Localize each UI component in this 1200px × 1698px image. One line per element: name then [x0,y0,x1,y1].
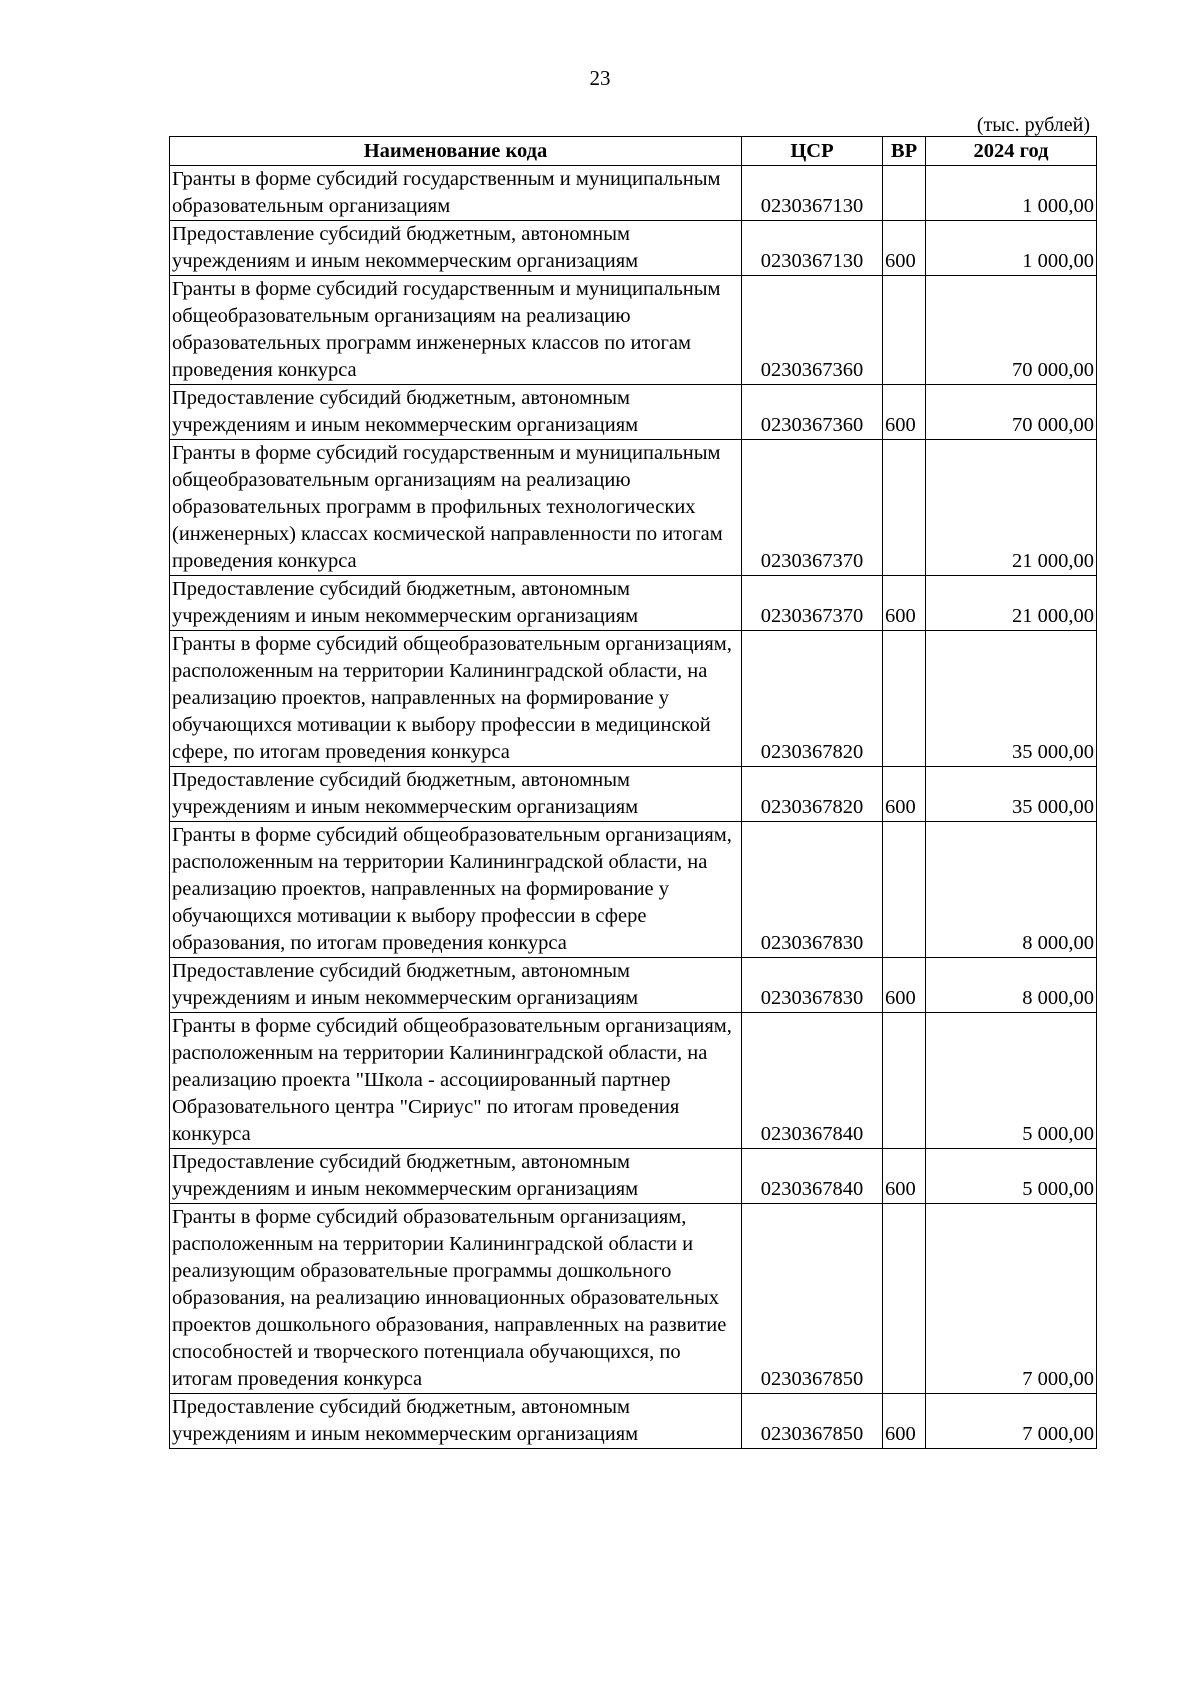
row-csr: 0230367360 [742,385,883,440]
row-amount: 35 000,00 [926,631,1097,767]
table-row [170,276,1097,385]
row-csr: 0230367830 [742,958,883,1013]
row-vr: 600 [883,1149,926,1204]
row-csr: 0230367830 [742,822,883,958]
table-body [170,166,1097,1449]
row-name: Предоставление субсидий бюджетным, автономным учреждениям и иным некоммерческим организациям [170,385,742,440]
row-amount: 70 000,00 [926,276,1097,385]
table-header-row [170,137,1097,166]
row-vr: 600 [883,221,926,276]
row-name: Предоставление субсидий бюджетным, автономным учреждениям и иным некоммерческим организациям [170,576,742,631]
row-csr: 0230367840 [742,1013,883,1149]
row-csr: 0230367840 [742,1149,883,1204]
row-vr: 600 [883,576,926,631]
table-row [170,822,1097,958]
row-vr [883,822,926,958]
row-csr: 0230367820 [742,631,883,767]
table-row [170,1204,1097,1394]
table-row [170,1013,1097,1149]
row-amount: 7 000,00 [926,1394,1097,1449]
table-row [170,221,1097,276]
row-name: Гранты в форме субсидий общеобразовательным организациям, расположенным на территории Калининградской области, на реализацию проектов, направленных на формирование у обучающихся мотивации к выбору профессии в сфере образования, по итогам проведения конкурса [170,822,742,958]
row-vr [883,440,926,576]
row-amount: 7 000,00 [926,1204,1097,1394]
row-csr: 0230367360 [742,276,883,385]
units-label: (тыс. рублей) [976,114,1090,136]
header-csr: ЦСР [742,137,883,166]
row-vr [883,1013,926,1149]
row-csr: 0230367820 [742,767,883,822]
budget-table [169,136,1097,1449]
row-vr [883,166,926,221]
row-amount: 1 000,00 [926,221,1097,276]
header-name: Наименование кода [170,137,742,166]
table-row [170,1149,1097,1204]
row-csr: 0230367130 [742,166,883,221]
row-name: Гранты в форме субсидий общеобразовательным организациям, расположенным на территории Калининградской области, на реализацию проектов, направленных на формирование у обучающихся мотивации к выбору профессии в медицинской сфере, по итогам проведения конкурса [170,631,742,767]
table-row [170,166,1097,221]
row-csr: 0230367850 [742,1204,883,1394]
header-vr: ВР [883,137,926,166]
row-vr [883,276,926,385]
row-vr: 600 [883,958,926,1013]
row-amount: 35 000,00 [926,767,1097,822]
row-csr: 0230367850 [742,1394,883,1449]
row-name: Предоставление субсидий бюджетным, автономным учреждениям и иным некоммерческим организациям [170,767,742,822]
row-amount: 8 000,00 [926,822,1097,958]
table-row [170,631,1097,767]
row-name: Гранты в форме субсидий государственным и муниципальным образовательным организациям [170,166,742,221]
row-vr: 600 [883,767,926,822]
row-name: Предоставление субсидий бюджетным, автономным учреждениям и иным некоммерческим организациям [170,958,742,1013]
header-year: 2024 год [926,137,1097,166]
row-name: Предоставление субсидий бюджетным, автономным учреждениям и иным некоммерческим организациям [170,1149,742,1204]
row-vr [883,631,926,767]
page-number: 23 [589,66,611,90]
row-amount: 5 000,00 [926,1013,1097,1149]
table-row [170,385,1097,440]
row-vr: 600 [883,1394,926,1449]
row-amount: 21 000,00 [926,440,1097,576]
row-amount: 70 000,00 [926,385,1097,440]
table-row [170,767,1097,822]
row-name: Гранты в форме субсидий государственным и муниципальным общеобразовательным организациям на реализацию образовательных программ инженерных классов по итогам проведения конкурса [170,276,742,385]
row-name: Гранты в форме субсидий образовательным организациям, расположенным на территории Калининградской области и реализующим образовательные программы дошкольного образования, на реализацию инновационных образовательных проектов дошкольного образования, направленных на развитие способностей и творческого потенциала обучающихся, по итогам проведения конкурса [170,1204,742,1394]
row-csr: 0230367130 [742,221,883,276]
row-amount: 21 000,00 [926,576,1097,631]
table-row [170,958,1097,1013]
row-name: Гранты в форме субсидий общеобразовательным организациям, расположенным на территории Калининградской области, на реализацию проекта "Школа - ассоциированный партнер Образовательного центра "Сириус" по итогам проведения конкурса [170,1013,742,1149]
row-name: Предоставление субсидий бюджетным, автономным учреждениям и иным некоммерческим организациям [170,1394,742,1449]
row-csr: 0230367370 [742,576,883,631]
row-vr [883,1204,926,1394]
table-row [170,576,1097,631]
table-row [170,1394,1097,1449]
row-csr: 0230367370 [742,440,883,576]
table-row [170,440,1097,576]
row-name: Предоставление субсидий бюджетным, автономным учреждениям и иным некоммерческим организациям [170,221,742,276]
row-name: Гранты в форме субсидий государственным и муниципальным общеобразовательным организациям на реализацию образовательных программ в профильных технологических (инженерных) классах космической направленности по итогам проведения конкурса [170,440,742,576]
row-amount: 5 000,00 [926,1149,1097,1204]
row-vr: 600 [883,385,926,440]
row-amount: 8 000,00 [926,958,1097,1013]
row-amount: 1 000,00 [926,166,1097,221]
